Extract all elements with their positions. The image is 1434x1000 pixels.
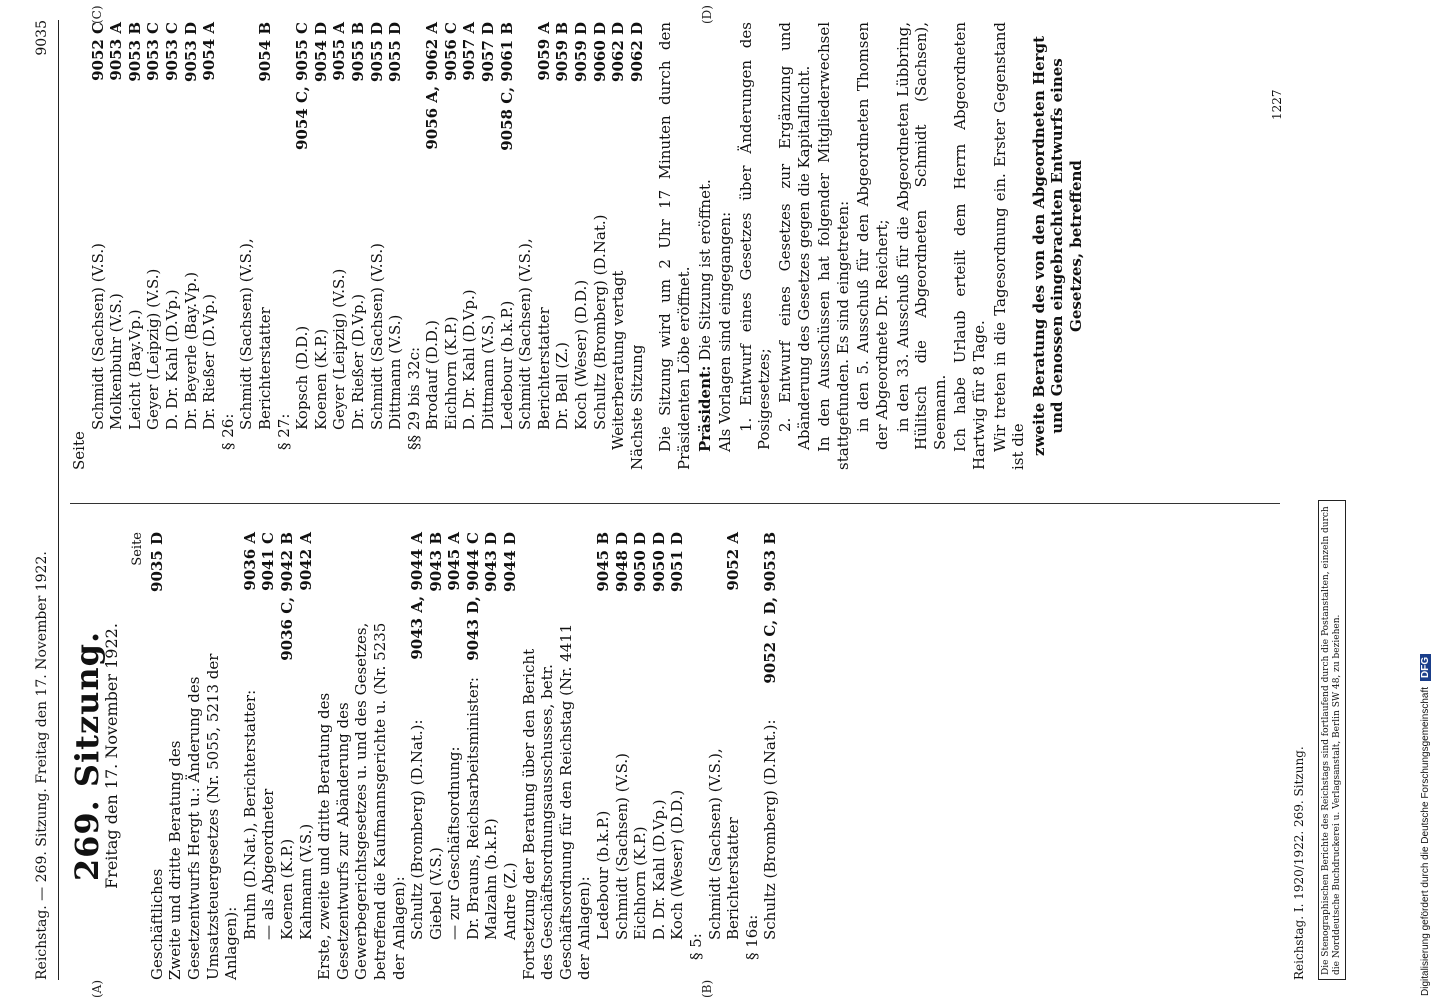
entry-text: § 26: xyxy=(218,413,237,450)
entry-text: § 27: xyxy=(274,413,293,450)
contents-entry xyxy=(70,22,89,470)
entry-page: 9053 D xyxy=(181,22,200,82)
contents-entry xyxy=(293,22,312,470)
entry-text: D. Dr. Kahl (D.Vp.) xyxy=(162,289,181,430)
entry-text: Zweite und dritte Beratung des Gesetzentwurfs Hergt u.: Änderung des Umsatzsteuergesetzes (Nr. 5055, 5213 der Anlagen): xyxy=(166,653,241,980)
contents-entry xyxy=(259,532,278,980)
entry-text: Koenen (K.P.) xyxy=(277,838,296,940)
entry-page: 9050 D xyxy=(649,532,668,592)
entry-text: Schultz (Bromberg) (D.Nat.) xyxy=(590,214,609,430)
column-divider xyxy=(70,503,1280,504)
margin-marker-a: (A) xyxy=(90,979,104,998)
entry-page: 9051 D xyxy=(668,532,687,592)
entry-text: Malzahn (b.k.P.) xyxy=(482,818,501,940)
contents-entry xyxy=(761,532,780,980)
left-column xyxy=(70,532,780,980)
dfg-watermark xyxy=(1416,6,1434,996)
margin-marker-c: (C) xyxy=(90,5,104,24)
contents-entry xyxy=(609,22,628,470)
entry-page: 9048 D xyxy=(612,532,631,592)
contents-entry xyxy=(668,532,687,980)
contents-entry xyxy=(631,532,650,980)
footer-page-number: 1227 xyxy=(1270,89,1284,120)
contents-entry xyxy=(591,22,610,470)
running-header xyxy=(28,20,59,980)
contents-entry xyxy=(241,532,260,980)
contents-entry xyxy=(408,532,427,980)
entry-page: 9054 D xyxy=(311,22,330,82)
entry-text: §§ 29 bis 32c: xyxy=(404,346,423,450)
entry-text: Koch (Weser) (D.D.) xyxy=(572,279,591,430)
bill-item-2: 2. Entwurf eines Gesetzes zur Ergänzung und Abänderung des Gesetzes gegen die Kapitalflucht. xyxy=(775,22,813,450)
entry-page: 9059 B xyxy=(553,22,572,82)
entry-page: 9036 C, 9042 B xyxy=(277,532,296,661)
entry-page: 9052 A xyxy=(724,532,743,591)
contents-entry xyxy=(315,532,408,980)
entry-page: 9041 C xyxy=(259,532,278,591)
entry-text: Schmidt (Sachsen) (V.S.), Berichterstatter xyxy=(516,238,553,430)
session-date: Freitag den 17. November 1922. xyxy=(101,623,121,889)
entry-text: Ledebour (b.k.P.) xyxy=(594,810,613,940)
entry-page: 9055 A xyxy=(330,22,349,81)
footer-citation: Reichstag. I. 1920/1922. 269. Sitzung. xyxy=(1292,746,1306,980)
opening-paragraph: Die Sitzung wird um 2 Uhr 17 Minuten durch den Präsidenten Löbe eröffnet. xyxy=(656,22,693,470)
entry-page: 9062 D xyxy=(627,22,646,82)
entry-text: Dittmann (V.S.) xyxy=(386,314,405,430)
contents-entry xyxy=(163,22,182,470)
entry-page: 9054 C, 9055 C xyxy=(293,22,312,150)
entry-text: Dr. Bell (Z.) xyxy=(553,342,572,430)
agenda-item-heading: zweite Beratung des von den Abgeordneten Hergt und Genossen eingebrachten Entwurfs eines Gesetzes, betreffend xyxy=(1029,36,1085,457)
contents-entry xyxy=(687,532,706,980)
contents-entry xyxy=(107,22,126,470)
entry-page: 9042 A xyxy=(296,532,315,591)
contents-entry xyxy=(594,532,613,980)
contents-entry xyxy=(706,532,743,980)
contents-entry xyxy=(166,532,240,980)
contents-entry xyxy=(498,22,517,470)
entry-text: § 16a: xyxy=(742,914,761,960)
contents-entry xyxy=(278,532,297,980)
entry-page: 9059 A xyxy=(534,22,553,81)
entry-text: Schmidt (Sachsen) (V.S.), Berichterstatter xyxy=(705,748,743,940)
right-contents-list xyxy=(70,22,646,470)
contents-entry xyxy=(148,532,167,980)
header-page-number: 9035 xyxy=(34,20,50,56)
entry-text: Geyer (Leipzig) (V.S.) xyxy=(330,268,349,430)
entry-text: Andre (Z.) xyxy=(501,862,520,940)
contents-entry xyxy=(386,22,405,470)
entry-text: Seite xyxy=(70,431,88,470)
entry-text: Dr. Rießer (D.Vp.) xyxy=(348,293,367,430)
entry-page: 9043 D xyxy=(482,532,501,592)
entry-text: Schmidt (Sachsen) (V.S.) xyxy=(612,753,631,940)
entry-text: Erste, zweite und dritte Beratung des Gesetzentwurfs zur Abänderung des Gewerbegerichtsgesetzes u. und des Gesetzes, betreffend die Kaufmannsgerichte u. (Nr. 5235 der Anlagen): xyxy=(315,622,408,980)
entry-page: 9044 D xyxy=(501,532,520,592)
entry-page: 9050 D xyxy=(631,532,650,592)
agenda-paragraph: Wir treten in die Tagesordnung ein. Erster Gegenstand ist die xyxy=(990,22,1028,470)
margin-marker-d: (D) xyxy=(700,5,714,24)
contents-entry xyxy=(501,532,520,980)
entry-page: 9060 D xyxy=(590,22,609,82)
entry-text: Brodauf (D.D.) xyxy=(423,320,442,430)
entry-page: 9055 D xyxy=(386,22,405,82)
entry-text: Geschäftliches xyxy=(147,868,166,980)
session-title: 269. Sitzung. xyxy=(68,630,106,882)
entry-page: 9053 B xyxy=(125,22,144,82)
entry-text: Koch (Weser) (D.D.) xyxy=(668,789,687,940)
entry-page: 9055 B xyxy=(348,22,367,82)
entry-text: Schultz (Bromberg) (D.Nat.): xyxy=(408,719,427,940)
entry-page: 9045 B xyxy=(594,532,613,592)
entry-text: Bruhn (D.Nat.), Berichterstatter: xyxy=(240,689,259,940)
dfg-watermark-text: Digitalisierung gefördert durch die Deutsche Forschungsgemeinschaft xyxy=(1419,686,1431,996)
contents-entry xyxy=(572,22,591,470)
leave-paragraph: Ich habe Urlaub erteilt dem Herrn Abgeordneten Hartwig für 8 Tage. xyxy=(951,22,988,470)
entry-text: Nächste Sitzung xyxy=(627,344,646,470)
entry-text: D. Dr. Kahl (D.Vp.) xyxy=(460,289,479,430)
contents-entry xyxy=(219,22,238,470)
contents-entry xyxy=(275,22,294,470)
bill-item-1: 1. Entwurf eines Gesetzes über Änderungen des Posigesetzes; xyxy=(736,22,774,450)
entry-text: Schmidt (Sachsen) (V.S.) xyxy=(88,243,107,430)
entry-page: 9053 C xyxy=(162,22,181,81)
entry-text: Kopsch (D.D.) xyxy=(293,325,312,430)
contents-entry xyxy=(330,22,349,470)
bills-intro: Als Vorlagen sind eingegangen: xyxy=(716,211,735,452)
entry-page: 9059 D xyxy=(572,22,591,82)
contents-entry xyxy=(297,532,316,980)
contents-entry xyxy=(349,22,368,470)
entry-page: 9043 B xyxy=(426,532,445,592)
contents-entry xyxy=(126,22,145,470)
entry-text: — als Abgeordneter xyxy=(259,788,278,940)
entry-page: 9054 B xyxy=(255,22,274,82)
entry-text: Schmidt (Sachsen) (V.S.), Berichterstatter xyxy=(237,238,274,430)
entry-page: 9053 C xyxy=(144,22,163,81)
entry-page: 9055 D xyxy=(367,22,386,82)
contents-entry xyxy=(200,22,219,470)
entry-text: Eichhorn (K.P.) xyxy=(631,826,650,940)
entry-page: 9062 D xyxy=(609,22,628,82)
entry-text: Eichhorn (K.P.) xyxy=(441,316,460,430)
entry-text: Kahmann (V.S.) xyxy=(296,823,315,940)
distribution-stamp: Die Stenographischen Berichte des Reichstags sind fortlaufend durch die Postanstalten, einzeln durch die Norddeutsche Buchdruckerei u. Verlagsanstalt, Berlin SW 48, zu beziehen. xyxy=(1318,500,1346,980)
entry-text: § 5: xyxy=(687,933,705,960)
committee-change-intro: In den Ausschüssen hat folgender Mitgliederwechsel stattgefunden. Es sind eingetreten: xyxy=(815,22,852,470)
contents-entry xyxy=(89,22,108,470)
margin-marker-b: (B) xyxy=(700,979,714,998)
contents-entry xyxy=(405,22,424,470)
entry-page: 9052 C xyxy=(88,22,107,81)
entry-text: Ledebour (b.k.P.) xyxy=(497,300,516,430)
contents-entry xyxy=(460,22,479,470)
entry-text: Schmidt (Sachsen) (V.S.) xyxy=(367,243,386,430)
president-paragraph xyxy=(696,22,715,470)
entry-text: Schultz (Bromberg) (D.Nat.): xyxy=(761,719,780,940)
entry-page: 9058 C, 9061 B xyxy=(497,22,516,151)
entry-text: Geyer (Leipzig) (V.S.) xyxy=(144,268,163,430)
contents-entry xyxy=(650,532,669,980)
contents-entry xyxy=(237,22,274,470)
entry-page: 9036 A xyxy=(240,532,259,591)
contents-entry xyxy=(613,532,632,980)
contents-entry xyxy=(427,532,446,980)
entry-text: Dr. Beyerle (Bay.Vp.) xyxy=(181,271,200,430)
entry-text: Dr. Rießer (D.Vp.) xyxy=(200,293,219,430)
dfg-logo: DFG xyxy=(1420,654,1431,681)
left-contents-list xyxy=(148,532,780,980)
entry-page: 9056 A, 9062 A xyxy=(423,22,442,150)
entry-text: Leicht (Bay.Vp.) xyxy=(125,309,144,430)
contents-entry xyxy=(423,22,442,470)
contents-entry xyxy=(516,22,553,470)
seite-label: Seite xyxy=(130,532,146,566)
entry-page: 9043 A, 9044 A xyxy=(408,532,427,660)
entry-page: 9054 A xyxy=(200,22,219,81)
committee-change-2: in den 33. Ausschuß für die Abgeordneten Lübbring, Hülitsch die Abgeordneten Schmidt (Sachsen), Seemann. xyxy=(893,22,949,450)
president-text: Die Sitzung ist eröffnet. xyxy=(695,179,714,361)
entry-page: 9043 D, 9044 C xyxy=(463,532,482,661)
committee-change-1: in den 5. Ausschuß für den Abgeordneten Thomsen der Abgeordnete Dr. Reichert; xyxy=(854,22,891,450)
contents-entry xyxy=(479,22,498,470)
contents-entry xyxy=(312,22,331,470)
entry-text: D. Dr. Kahl (D.Vp.) xyxy=(649,799,668,940)
entry-page: 9035 D xyxy=(147,532,166,592)
entry-page: 9057 A xyxy=(460,22,479,81)
contents-entry xyxy=(628,22,647,470)
contents-entry xyxy=(144,22,163,470)
contents-entry xyxy=(482,532,501,980)
header-title: Reichstag. — 269. Sitzung. Freitag den 17. November 1922. xyxy=(34,551,50,980)
contents-entry xyxy=(743,532,762,980)
entry-text: Koenen (K.P.) xyxy=(311,328,330,430)
entry-page: 9045 A xyxy=(445,532,464,591)
contents-entry xyxy=(445,532,464,980)
entry-text: Weiterberatung vertagt xyxy=(609,270,628,450)
contents-entry xyxy=(182,22,201,470)
entry-page: 9057 D xyxy=(479,22,498,82)
entry-page: 9053 A xyxy=(107,22,126,81)
right-column xyxy=(70,22,1087,470)
contents-entry xyxy=(553,22,572,470)
entry-text: Dr. Brauns, Reichsarbeitsminister: xyxy=(463,677,482,940)
entry-text: — zur Geschäftsordnung: xyxy=(445,746,464,940)
entry-page: 9056 C xyxy=(441,22,460,81)
entry-text: Dittmann (V.S.) xyxy=(479,314,498,430)
president-label: Präsident: xyxy=(695,365,714,452)
contents-entry xyxy=(442,22,461,470)
contents-entry xyxy=(520,532,594,980)
entry-text: Fortsetzung der Beratung über den Bericht des Geschäftsordnungsausschusses, betr. Geschäftsordnung für den Reichstag (Nr. 4411 der Anlagen): xyxy=(519,623,594,980)
entry-text: Molkenbuhr (V.S.) xyxy=(107,293,126,430)
entry-text: Giebel (V.S.) xyxy=(426,847,445,940)
contents-entry xyxy=(464,532,483,980)
contents-entry xyxy=(368,22,387,470)
entry-page: 9052 C, D, 9053 B xyxy=(761,532,780,684)
